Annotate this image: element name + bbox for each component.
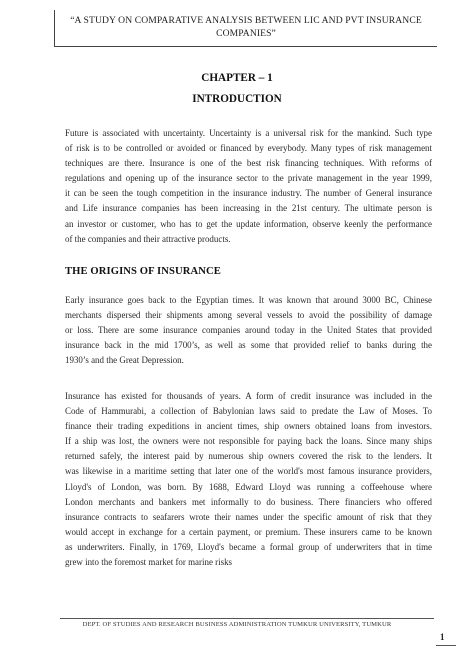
paragraph-line: regulations and opening up of the insurance sector to the private management in the year 1999,: [65, 173, 432, 184]
paragraph-line: it can be seen the tough competition in the insurance industry. The number of General insurance: [65, 188, 432, 199]
chapter-title: INTRODUCTION: [192, 93, 282, 105]
footer-divider: [60, 618, 434, 619]
paragraph-line: London merchants and bankers met informally to do business. There financiers who offered: [65, 496, 432, 507]
header-title-line-2: COMPANIES”: [216, 28, 276, 39]
paragraph-line: Insurance has existed for thousands of years. A form of credit insurance was included in the: [65, 391, 432, 401]
running-header: [54, 10, 437, 47]
paragraph-line: merchants dispersed their shipments among several vessels to avoid the possibility of damage: [65, 310, 432, 321]
paragraph-line: Lloyd's of London, was born. By 1688, Edward Lloyd was running a coffeehouse where: [65, 481, 432, 492]
chapter-number: CHAPTER – 1: [201, 72, 273, 84]
paragraph-line: would accept in exchange for a certain payment, or premium. These insurers came to be known: [65, 526, 432, 537]
section-heading: THE ORIGINS OF INSURANCE: [65, 266, 221, 277]
paragraph-line: insurance contracts to seafarers wrote their names under the specific amount of risk that they: [65, 511, 432, 522]
intro-paragraph: [65, 126, 432, 247]
paragraph-line: was likewise in a maritime setting that later one of the world's most famous insurance providers,: [65, 466, 432, 477]
paragraph-line: Future is associated with uncertainty. Uncertainty is a universal risk for the mankind. Such type: [65, 128, 432, 138]
header-title-line-1: “A STUDY ON COMPARATIVE ANALYSIS BETWEEN LIC AND PVT INSURANCE: [70, 15, 422, 26]
paragraph-line: and Life insurance companies has been increasing in the 21st century. The ultimate person is: [65, 203, 432, 214]
paragraph-line: as underwriters. Finally, in 1769, Lloyd's became a formal group of underwriters that in time: [65, 541, 432, 552]
paragraph-line: of the companies and their attractive products.: [65, 233, 231, 244]
paragraph-line: If a ship was lost, the owners were not responsible for paying back the loans. Since many ships: [65, 436, 432, 447]
page-number: 1: [440, 632, 445, 642]
paragraph-line: Code of Hammurabi, a collection of Babylonian laws said to predate the Law of Moses. To: [65, 406, 432, 417]
paragraph-line: grew into the foremost market for marine risks: [65, 557, 233, 568]
paragraph-line: or loss. There are some insurance companies around today in the United States that provided: [65, 325, 432, 336]
paragraph-line: returned safely, the interest paid by numerous ship owners covered the risk to the lenders. It: [65, 451, 432, 462]
origins-paragraph-1: [65, 293, 432, 368]
paragraph-line: insurance back in the mid 1700’s, as well as some that provided relief to banks during the: [65, 340, 432, 351]
paragraph-line: an investor or customer, who has to get the update information, observe keenly the performance: [65, 218, 432, 229]
paragraph-line: 1930’s and the Great Depression.: [65, 355, 184, 366]
page-number-underline: [436, 645, 456, 646]
paragraph-line: of risk is to be controlled or avoided or financed by everybody. Many types of risk management: [65, 143, 432, 154]
footer-text: DEPT. OF STUDIES AND RESEARCH BUSINESS ADMINISTRATION TUMKUR UNIVERSITY, TUMKUR: [82, 621, 392, 628]
paragraph-line: Early insurance goes back to the Egyptian times. It was known that around 3000 BC, Chinese: [65, 295, 432, 305]
paragraph-line: finance their trading expeditions in ancient times, ship owners obtained loans from investors.: [65, 421, 432, 432]
paragraph-line: techniques are there. Insurance is one of the best risk financing techniques. With reforms of: [65, 158, 432, 169]
origins-paragraph-2: [65, 389, 432, 570]
